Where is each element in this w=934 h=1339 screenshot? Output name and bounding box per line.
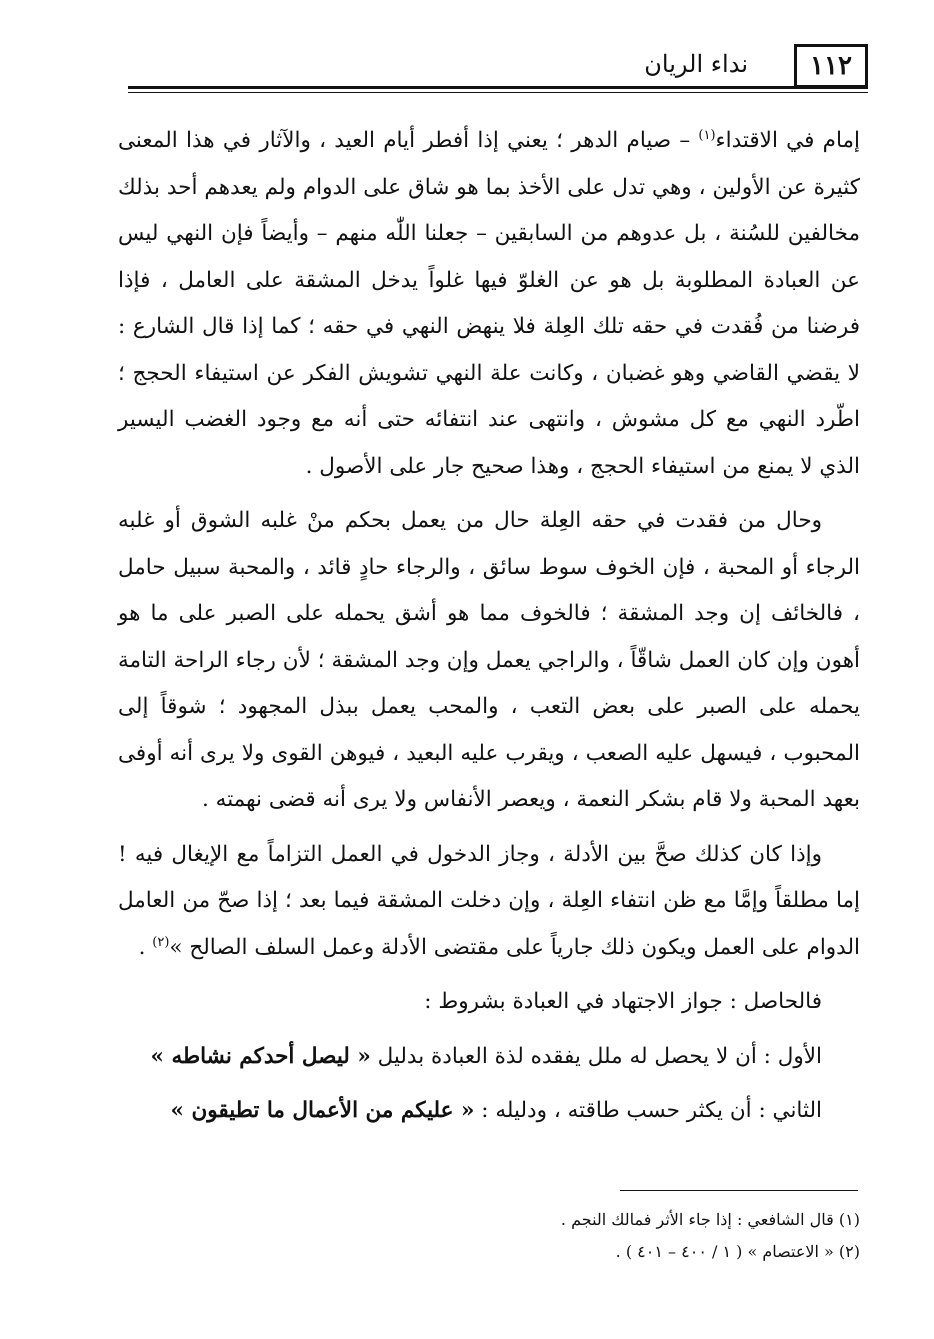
header-rule-thin (128, 92, 868, 93)
paragraph-2: وحال من فقدت في حقه العِلة حال من يعمل بحكم منْ غلبه الشوق أو غلبه الرجاء أو المحبة ، فإن الخوف سوط سائق ، والرجاء حادٍ قائد ، والمحبة سبيل حامل ، فالخائف إن وجد المشقة ؛ فالخوف مما هو أشق يحمله على الصبر على ما هو أهون وإن كان العمل شاقّاً ، والراجي يعمل وإن وجد المشقة ؛ لأن رجاء الراحة التامة يحمله على الصبر على بعض التعب ، والمحب يعمل ببذل المجهود ؛ شوقاً إلى المحبوب ، فيسهل عليه الصعب ، ويقرب عليه البعيد ، فيوهن القوى ولا يرى أنه أوفى بعهد المحبة ولا قام بشكر النعمة ، ويعصر الأنفاس ولا يرى أنه قضى نهمته . (118, 508, 860, 812)
paragraph-1-start: إمام في الاقتداء (715, 128, 860, 153)
header-rule (128, 86, 868, 89)
footnote-ref-2: (٢) (152, 934, 170, 950)
condition-1-text: الأول : أن لا يحصل له ملل يفقده لذة العبادة بدليل (370, 1043, 822, 1069)
page-header (128, 40, 868, 90)
footnote-ref-1: (١) (698, 127, 716, 143)
paragraph-5 (118, 1034, 860, 1081)
paragraph-1-rest: – صيام الدهر ؛ يعني إذا أفطر أيام العيد ، والآثار في هذا المعنى كثيرة عن الأولين ، وهي تدل على الأخذ بما هو شاق على الدوام ولم يعدهم أحد بذلك مخالفين للسُنة ، بل عدوهم من السابقين – جعلنا اللّٰه منهم – وأيضاً فإن النهي ليس عن العبادة المطلوبة بل هو عن الغلوّ فيها غلواً يدخل المشقة على العامل ، فإذا فرضنا من فُقدت في حقه تلك العِلة فلا ينهض النهي في حقه ؛ كما إذا قال الشارع : لا يقضي القاضي وهو غضبان ، وكانت علة النهي تشويش الفكر عن استيفاء الحجج ؛ اطّرد النهي مع كل مشوش ، وانتهى عند انتفائه حتى أنه مع وجود الغضب اليسير الذي لا يمنع من استيفاء الحجج ، وهذا صحيح جار على الأصول . (118, 128, 860, 479)
paragraph-gap (118, 1026, 860, 1034)
paragraph-6 (118, 1088, 860, 1135)
paragraph-1 (118, 118, 860, 490)
hadith-quote-1: « ليصل أحدكم نشاطه » (150, 1043, 371, 1069)
footnote-1: (١) قال الشافعي : إذا جاء الأثر فمالك النجم . (560, 1210, 860, 1229)
page-number: ١١٢ (794, 44, 868, 88)
paragraph-gap (118, 490, 860, 498)
paragraph-gap (118, 1080, 860, 1088)
footnote-separator (620, 1190, 858, 1191)
hadith-quote-2: « عليكم من الأعمال ما تطيقون » (170, 1098, 475, 1123)
paragraph-gap (118, 971, 860, 979)
footnotes (118, 1204, 860, 1268)
paragraph-3-text: وإذا كان كذلك صحَّ بين الأدلة ، وجاز الدخول في العمل التزاماً مع الإيغال فيه ! إما مطلقاً وإمَّا مع ظن انتفاء العِلة ، وإن دخلت المشقة فيما بعد ؛ إذا صحّ من العامل الدوام على العمل ويكون ذلك جارياً على مقتضى الأدلة وعمل السلف الصالح » (118, 841, 860, 960)
paragraph-gap (118, 824, 860, 832)
paragraph-4: فالحاصل : جواز الاجتهاد في العبادة بشروط : (424, 989, 822, 1014)
paragraph-3 (118, 832, 860, 972)
main-text (118, 118, 860, 1135)
paragraph-3-end: . (138, 934, 153, 960)
footnote-2: (٢) « الاعتصام » ( ١ / ٤٠٠ – ٤٠١ ) . (615, 1242, 860, 1261)
running-title: نداء الريان (644, 50, 748, 78)
condition-2-text: الثاني : أن يكثر حسب طاقته ، ودليله : (474, 1098, 822, 1123)
